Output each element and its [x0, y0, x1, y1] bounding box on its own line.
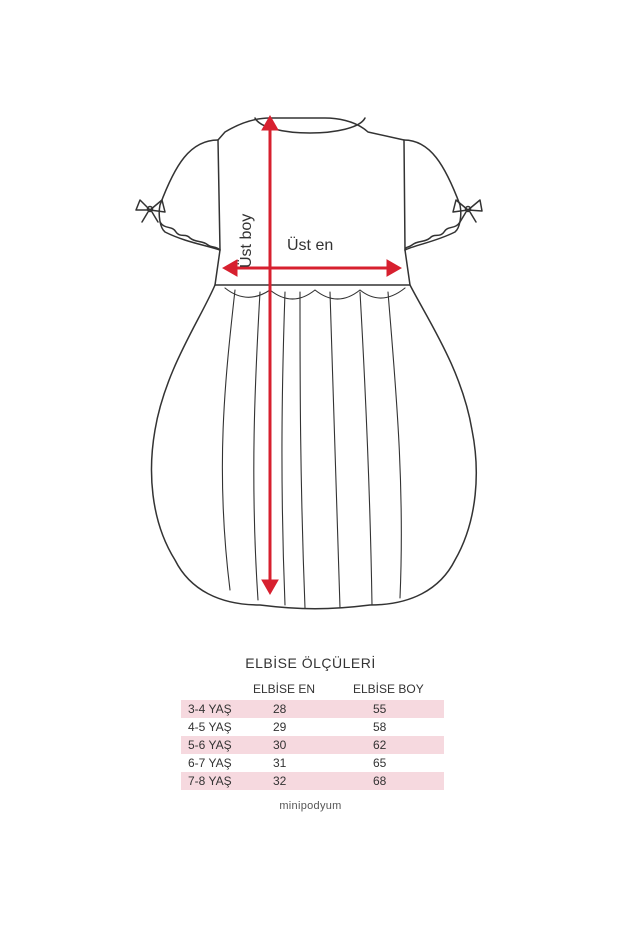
skirt-outline [152, 285, 477, 609]
row-age: 5-6 YAŞ [188, 738, 232, 752]
table-row [181, 772, 444, 790]
row-length: 65 [373, 756, 387, 770]
left-sleeve-hem [160, 222, 220, 250]
length-label: Üst boy [238, 213, 255, 268]
row-width: 29 [273, 720, 287, 734]
table-row [181, 736, 444, 754]
row-age: 3-4 YAŞ [188, 702, 232, 716]
header-width: ELBİSE EN [253, 682, 316, 696]
row-width: 30 [273, 738, 287, 752]
row-width: 31 [273, 756, 287, 770]
length-arrow-bottom [262, 580, 278, 594]
right-sleeve-hem [405, 222, 460, 250]
row-age: 7-8 YAŞ [188, 774, 232, 788]
table-row [181, 754, 444, 772]
brand-logo: minipodyum [279, 800, 342, 812]
table-header [181, 682, 444, 700]
row-length: 58 [373, 720, 387, 734]
width-label: Üst en [287, 237, 334, 254]
row-width: 32 [273, 774, 287, 788]
row-length: 55 [373, 702, 387, 716]
left-sleeve [159, 140, 220, 250]
row-age: 4-5 YAŞ [188, 720, 232, 734]
width-arrow-left [223, 260, 237, 276]
row-length: 62 [373, 738, 387, 752]
row-length: 68 [373, 774, 387, 788]
table-row [181, 718, 444, 736]
row-age: 6-7 YAŞ [188, 756, 232, 770]
table-row [181, 700, 444, 718]
header-length: ELBİSE BOY [353, 682, 424, 696]
right-bow-icon [453, 200, 482, 222]
row-width: 28 [273, 702, 287, 716]
table-title: ELBİSE ÖLÇÜLERİ [245, 655, 376, 671]
right-sleeve [404, 140, 461, 250]
width-arrow-right [387, 260, 401, 276]
size-table [181, 682, 444, 790]
